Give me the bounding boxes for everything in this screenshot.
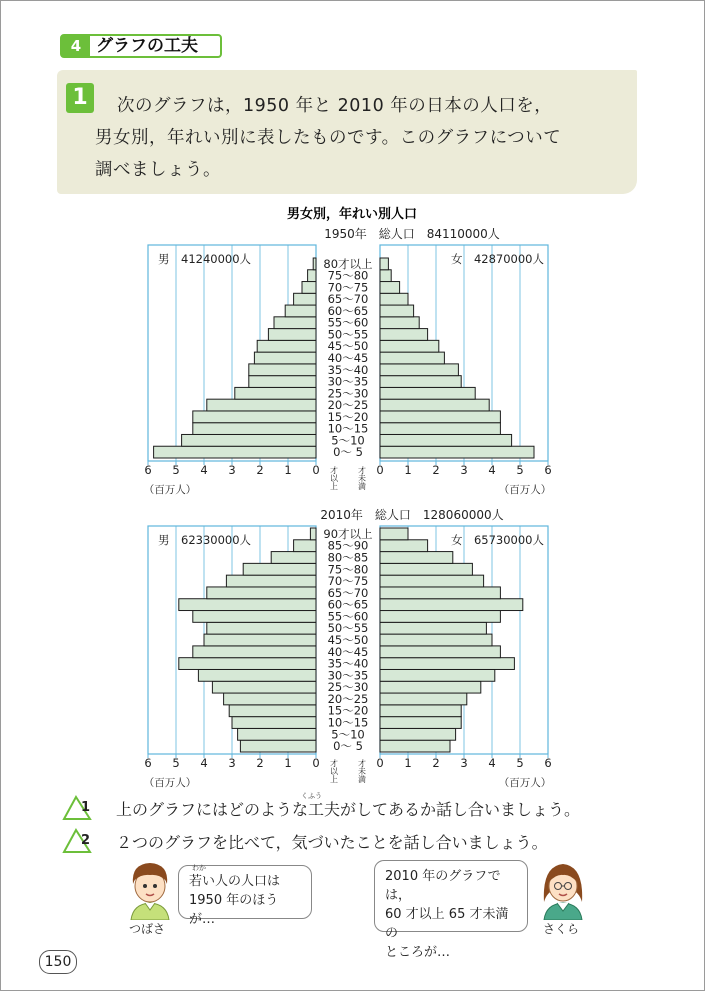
bar-male-4	[207, 399, 316, 411]
bar-male-12	[285, 305, 316, 317]
bar-female-7	[380, 658, 514, 670]
problem-number: 1	[66, 83, 94, 113]
tick-label-female: 3	[460, 463, 468, 477]
bar-male-4	[224, 693, 316, 705]
age-label: 45～50	[327, 633, 369, 647]
bar-male-2	[193, 423, 316, 435]
bar-female-4	[380, 399, 489, 411]
bar-female-14	[380, 282, 400, 294]
question-text: ２つのグラフを比べて，気づいたことを話し合いましょう。	[116, 833, 548, 852]
age-label: 25～30	[327, 386, 369, 401]
tick-label-female: 4	[488, 463, 496, 477]
tick-label-female: 4	[488, 756, 496, 770]
bar-male-7	[179, 658, 316, 670]
question-number: 1	[81, 800, 91, 815]
section-title: グラフの工夫	[96, 36, 198, 56]
age-label: 40～45	[327, 644, 369, 659]
bar-male-1	[182, 434, 316, 446]
chart-main-title: 男女別，年れい別人口	[286, 207, 418, 222]
bar-male-17	[294, 540, 316, 552]
bar-female-10	[380, 622, 486, 634]
age-label: 60～65	[327, 303, 369, 318]
tick-label-female: 0	[376, 756, 384, 770]
speaker-name-tsubasa: つばさ	[129, 922, 166, 936]
age-label: 20～25	[327, 691, 369, 706]
bar-female-18	[380, 528, 408, 540]
age-label: 65～70	[327, 585, 369, 600]
bar-female-0	[380, 446, 534, 458]
bar-male-0	[154, 446, 316, 458]
bubble-line: 若い人の人口は	[189, 874, 281, 889]
tick-label-male: 6	[144, 756, 152, 770]
tick-label-male: 0	[312, 756, 320, 770]
bar-female-2	[380, 423, 500, 435]
age-label: 45～50	[327, 339, 369, 354]
bar-male-10	[207, 622, 316, 634]
bar-female-5	[380, 387, 475, 399]
bar-male-2	[232, 717, 316, 729]
bar-female-13	[380, 587, 500, 599]
question-ruby: くふう	[301, 792, 322, 800]
bar-female-6	[380, 376, 461, 388]
bar-male-5	[235, 387, 316, 399]
age-label: 35～40	[327, 362, 369, 377]
bar-male-6	[198, 669, 316, 681]
male-total-label: 男 41240000人	[158, 252, 252, 266]
age-label: 70～75	[327, 574, 369, 589]
bubble-line: 2010 年のグラフでは，	[385, 869, 501, 903]
male-total-label: 男 62330000人	[158, 533, 252, 547]
bar-female-5	[380, 681, 481, 693]
bar-female-9	[380, 340, 439, 352]
age-label: 75～80	[327, 562, 369, 577]
unit-label-male: （百万人）	[143, 777, 197, 789]
problem-line-1: 次のグラフは，1950 年と 2010 年の日本の人口を，	[117, 96, 553, 116]
age-label: 90才以上	[323, 526, 373, 541]
age-label: 50～55	[327, 327, 369, 342]
speech-bubble-sakura	[374, 860, 528, 960]
bubble-line: 1950 年のほうが…	[189, 893, 279, 927]
unit-label-male: （百万人）	[143, 484, 197, 496]
boy-avatar	[125, 858, 175, 920]
bar-male-13	[294, 293, 316, 305]
tick-label-male: 1	[284, 756, 292, 770]
bar-male-1	[238, 728, 316, 740]
bar-male-12	[179, 599, 316, 611]
section-number: 4	[62, 36, 90, 56]
age-label: 55～60	[327, 315, 369, 330]
bar-male-8	[193, 646, 316, 658]
tick-label-male: 5	[172, 463, 180, 477]
age-label: 80才以上	[323, 256, 373, 271]
age-label: 0～ 5	[333, 445, 363, 460]
age-label: 0～ 5	[333, 739, 363, 754]
bar-female-12	[380, 305, 414, 317]
age-label: 75～80	[327, 268, 369, 283]
tick-label-male: 4	[200, 756, 208, 770]
bubble-line: ところが…	[385, 945, 451, 960]
age-label: 15～20	[327, 703, 369, 718]
bar-male-13	[207, 587, 316, 599]
bar-male-16	[271, 552, 316, 564]
unit-label-female: （百万人）	[498, 777, 552, 789]
age-label: 65～70	[327, 292, 369, 307]
tick-label-female: 1	[404, 463, 412, 477]
tick-label-female: 6	[544, 756, 552, 770]
speech-bubble-tsubasa	[178, 865, 312, 927]
tick-label-male: 6	[144, 463, 152, 477]
speaker-name-sakura: さくら	[543, 922, 580, 936]
age-axis-left-label: 才以上	[329, 759, 339, 783]
age-label: 35～40	[327, 656, 369, 671]
tick-label-male: 0	[312, 463, 320, 477]
age-label: 10～15	[327, 715, 369, 730]
bar-male-8	[254, 352, 316, 364]
chart-title: 2010年 総人口 128060000人	[320, 508, 504, 522]
age-label: 50～55	[327, 621, 369, 636]
age-label: 30～35	[327, 374, 369, 389]
bar-female-1	[380, 434, 512, 446]
unit-label-female: （百万人）	[498, 484, 552, 496]
tick-label-female: 5	[516, 463, 524, 477]
age-label: 30～35	[327, 668, 369, 683]
tick-label-female: 3	[460, 756, 468, 770]
age-axis-right-label: 才未満	[357, 759, 367, 783]
bar-male-3	[193, 411, 316, 423]
bar-male-14	[226, 575, 316, 587]
bar-male-15	[243, 563, 316, 575]
age-axis-left-label: 才以上	[329, 466, 339, 490]
bar-female-11	[380, 317, 419, 329]
age-label: 70～75	[327, 280, 369, 295]
tick-label-male: 1	[284, 463, 292, 477]
bar-male-11	[274, 317, 316, 329]
bar-male-9	[204, 634, 316, 646]
bar-female-1	[380, 728, 456, 740]
age-label: 55～60	[327, 609, 369, 624]
bar-female-6	[380, 669, 495, 681]
question-text: 上のグラフにはどのような工夫がしてあるか話し合いましょう。	[116, 800, 581, 819]
female-total-label: 女 65730000人	[450, 533, 544, 547]
bar-female-2	[380, 717, 461, 729]
bar-male-7	[249, 364, 316, 376]
bar-female-9	[380, 634, 492, 646]
problem-line-2: 男女別，年れい別に表したものです。このグラフについて	[95, 128, 562, 148]
bar-female-4	[380, 693, 467, 705]
age-axis-right-label: 才未満	[357, 466, 367, 490]
bar-male-14	[302, 282, 316, 294]
page-number: 150	[39, 950, 77, 974]
female-total-label: 女 42870000人	[450, 252, 544, 266]
age-label: 5～10	[331, 433, 365, 448]
bubble-ruby: わか	[192, 864, 206, 872]
bar-male-15	[308, 270, 316, 282]
bar-female-3	[380, 411, 500, 423]
bar-female-15	[380, 270, 391, 282]
age-label: 60～65	[327, 597, 369, 612]
tick-label-male: 3	[228, 463, 236, 477]
tick-label-female: 2	[432, 463, 440, 477]
bar-male-6	[249, 376, 316, 388]
bar-female-14	[380, 575, 484, 587]
tick-label-female: 2	[432, 756, 440, 770]
age-label: 85～90	[327, 538, 369, 553]
bar-female-11	[380, 611, 500, 623]
bubble-line: 60 才以上 65 才未満の	[385, 907, 509, 941]
bar-male-10	[268, 329, 316, 341]
bar-male-11	[193, 611, 316, 623]
tick-label-female: 5	[516, 756, 524, 770]
bar-female-0	[380, 740, 450, 752]
question-number: 2	[81, 833, 91, 848]
bar-male-3	[229, 705, 316, 717]
bar-female-16	[380, 552, 453, 564]
tick-label-male: 3	[228, 756, 236, 770]
age-label: 5～10	[331, 727, 365, 742]
age-label: 80～85	[327, 550, 369, 565]
bar-female-3	[380, 705, 461, 717]
age-label: 15～20	[327, 409, 369, 424]
bar-female-17	[380, 540, 428, 552]
age-label: 20～25	[327, 398, 369, 413]
bar-female-13	[380, 293, 408, 305]
tick-label-male: 4	[200, 463, 208, 477]
girl-avatar	[538, 858, 588, 920]
tick-label-female: 1	[404, 756, 412, 770]
bar-female-8	[380, 352, 444, 364]
tick-label-male: 5	[172, 756, 180, 770]
age-label: 10～15	[327, 421, 369, 436]
bar-male-5	[212, 681, 316, 693]
bar-female-10	[380, 329, 428, 341]
bar-male-16	[313, 258, 316, 270]
chart-title: 1950年 総人口 84110000人	[324, 227, 500, 241]
tick-label-female: 0	[376, 463, 384, 477]
bar-male-9	[257, 340, 316, 352]
problem-line-3: 調べましょう。	[95, 160, 221, 180]
bar-male-18	[310, 528, 316, 540]
bar-female-12	[380, 599, 523, 611]
tick-label-male: 2	[256, 463, 264, 477]
bar-female-16	[380, 258, 388, 270]
age-label: 40～45	[327, 351, 369, 365]
bar-female-7	[380, 364, 458, 376]
bar-female-15	[380, 563, 472, 575]
bar-female-8	[380, 646, 500, 658]
tick-label-female: 6	[544, 463, 552, 477]
tick-label-male: 2	[256, 756, 264, 770]
age-label: 25～30	[327, 680, 369, 695]
bar-male-0	[240, 740, 316, 752]
